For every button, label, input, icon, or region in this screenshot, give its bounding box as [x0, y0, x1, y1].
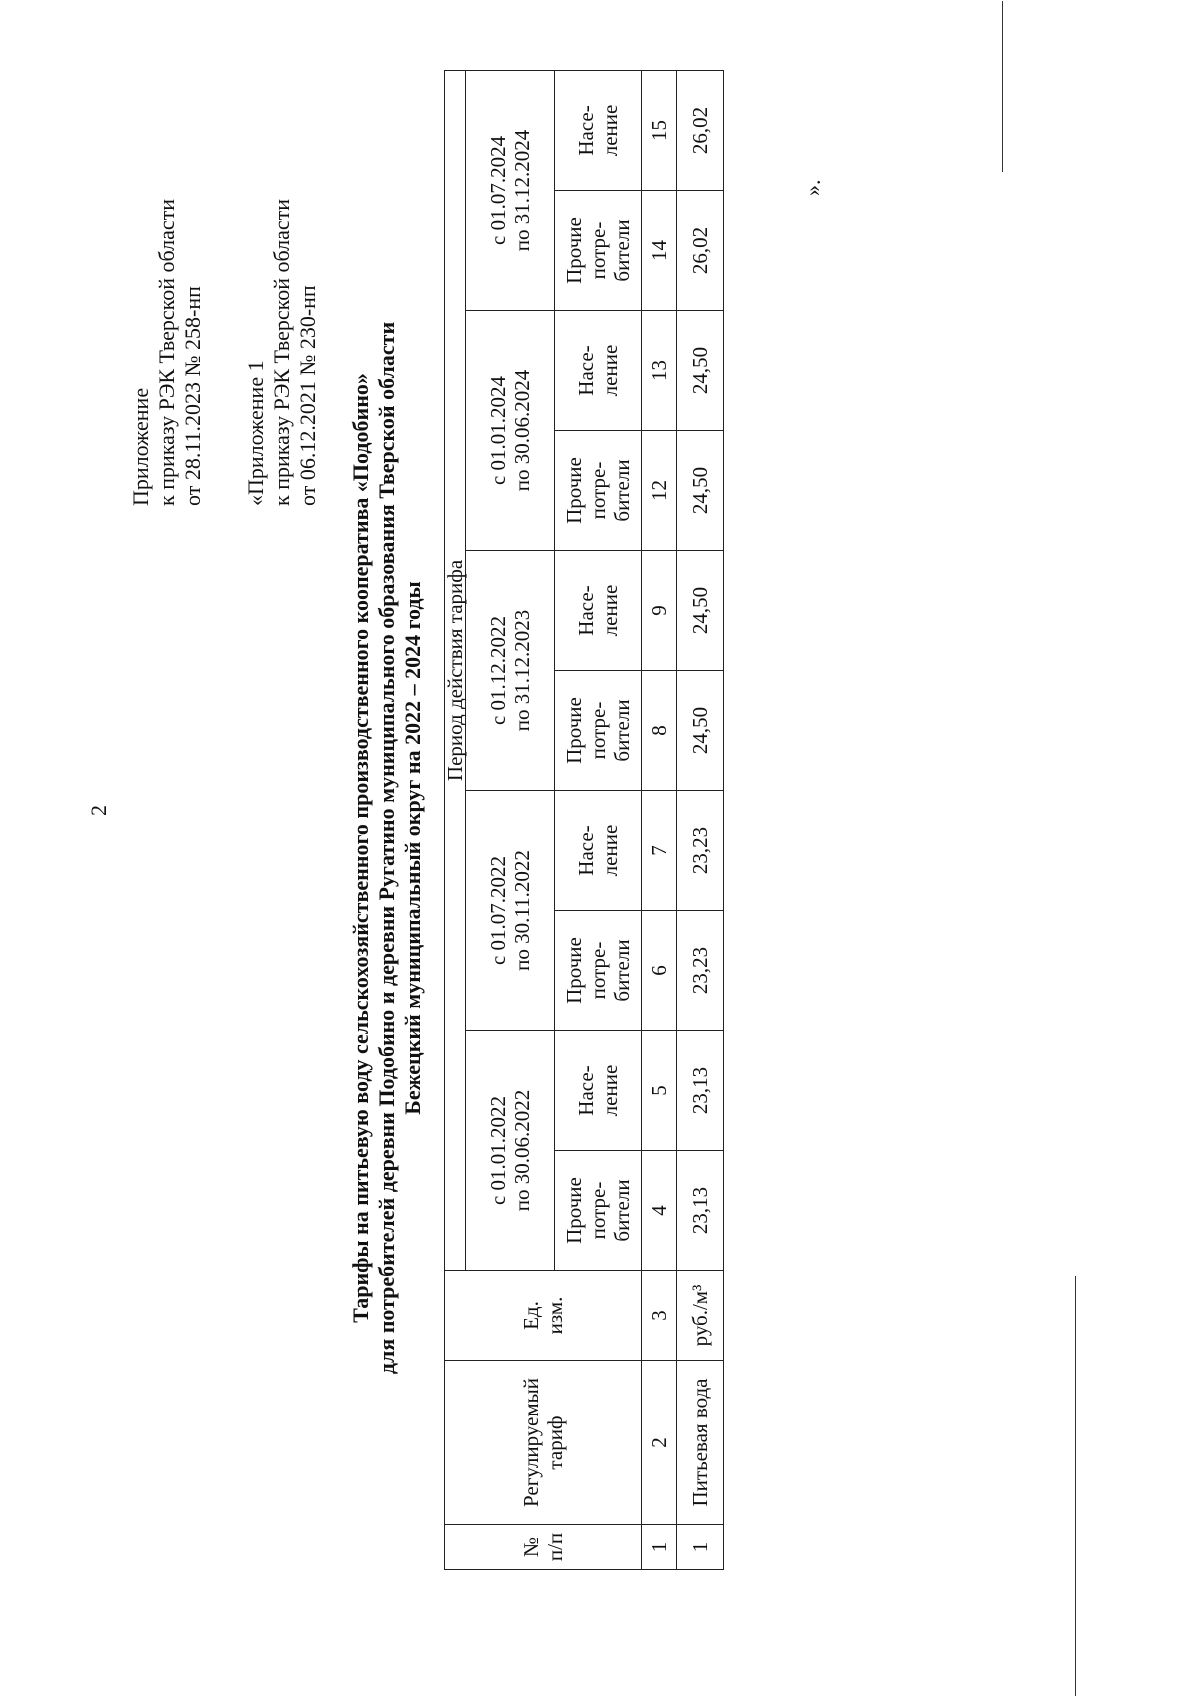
- tariff-value: 24,50: [677, 551, 724, 671]
- header-other-consumers: Прочие потре- бители: [555, 431, 642, 551]
- header-period: Период действия тарифа: [445, 70, 466, 1270]
- tariff-value: 26,02: [677, 191, 724, 311]
- appendix-line: Приложение: [128, 387, 153, 506]
- column-number: 1: [642, 1525, 677, 1570]
- title-line: Бежецкий муниципальный округ на 2022 – 2024 годы: [400, 581, 425, 1115]
- header-row-period: [445, 70, 466, 1569]
- prior-appendix-line: «Приложение 1: [243, 360, 268, 506]
- period-range: с 01.12.2022 по 31.12.2023: [466, 551, 555, 791]
- title-line: Тарифы на питьевую воду сельскохозяйственного производственного кооператива «Подобино»: [348, 373, 373, 1323]
- appendix-line: к приказу РЭК Тверской области: [154, 198, 179, 506]
- tariff-value: 23,13: [677, 1151, 724, 1271]
- row-unit: руб./м³: [677, 1271, 724, 1361]
- tariff-value: 26,02: [677, 70, 724, 190]
- column-number: 9: [642, 551, 677, 671]
- column-number: 12: [642, 431, 677, 551]
- period-range: с 01.07.2024 по 31.12.2024: [466, 70, 555, 310]
- tariff-value: 23,13: [677, 1031, 724, 1151]
- tariff-table: [444, 70, 724, 1570]
- column-number: 7: [642, 791, 677, 911]
- row-number: 1: [677, 1525, 724, 1570]
- column-number: 8: [642, 671, 677, 791]
- header-tariff: Регулируемый тариф: [445, 1361, 642, 1525]
- tariff-value: 23,23: [677, 911, 724, 1031]
- table-row: [677, 70, 724, 1569]
- period-range: с 01.07.2022 по 30.11.2022: [466, 791, 555, 1031]
- divider-line: [1002, 1, 1003, 172]
- header-population: Насе- ление: [555, 1031, 642, 1151]
- column-number: 4: [642, 1151, 677, 1271]
- prior-appendix-line: от 06.12.2021 № 230-нп: [295, 285, 320, 506]
- column-number-row: [642, 70, 677, 1569]
- column-number: 2: [642, 1361, 677, 1525]
- column-number: 14: [642, 191, 677, 311]
- column-number: 3: [642, 1271, 677, 1361]
- column-number: 6: [642, 911, 677, 1031]
- closing-quote-mark: ».: [800, 179, 825, 196]
- divider-line: [1075, 1276, 1076, 1696]
- header-other-consumers: Прочие потре- бители: [555, 911, 642, 1031]
- period-range: с 01.01.2022 по 30.06.2022: [466, 1031, 555, 1271]
- header-other-consumers: Прочие потре- бители: [555, 1151, 642, 1271]
- row-tariff-name: Питьевая вода: [677, 1361, 724, 1525]
- tariff-value: 23,23: [677, 791, 724, 911]
- header-population: Насе- ление: [555, 70, 642, 190]
- prior-appendix-reference: [243, 199, 321, 506]
- column-number: 15: [642, 70, 677, 190]
- header-other-consumers: Прочие потре- бители: [555, 191, 642, 311]
- prior-appendix-line: к приказу РЭК Тверской области: [269, 198, 294, 506]
- header-other-consumers: Прочие потре- бители: [555, 671, 642, 791]
- title-line: для потребителей деревни Подобино и деревни Ругатино муниципального образования Тверской области: [374, 321, 399, 1375]
- tariff-value: 24,50: [677, 311, 724, 431]
- tariff-value: 24,50: [677, 671, 724, 791]
- appendix-line: от 28.11.2023 № 258-нп: [180, 286, 205, 506]
- header-population: Насе- ление: [555, 551, 642, 671]
- header-population: Насе- ление: [555, 791, 642, 911]
- header-unit: Ед. изм.: [445, 1271, 642, 1361]
- period-range: с 01.01.2024 по 30.06.2024: [466, 311, 555, 551]
- document-title: [348, 0, 426, 1696]
- header-population: Насе- ление: [555, 311, 642, 431]
- appendix-reference: [128, 199, 206, 506]
- column-number: 13: [642, 311, 677, 431]
- header-no: № п/п: [445, 1525, 642, 1570]
- tariff-value: 24,50: [677, 431, 724, 551]
- column-number: 5: [642, 1031, 677, 1151]
- page-number: 2: [86, 805, 111, 816]
